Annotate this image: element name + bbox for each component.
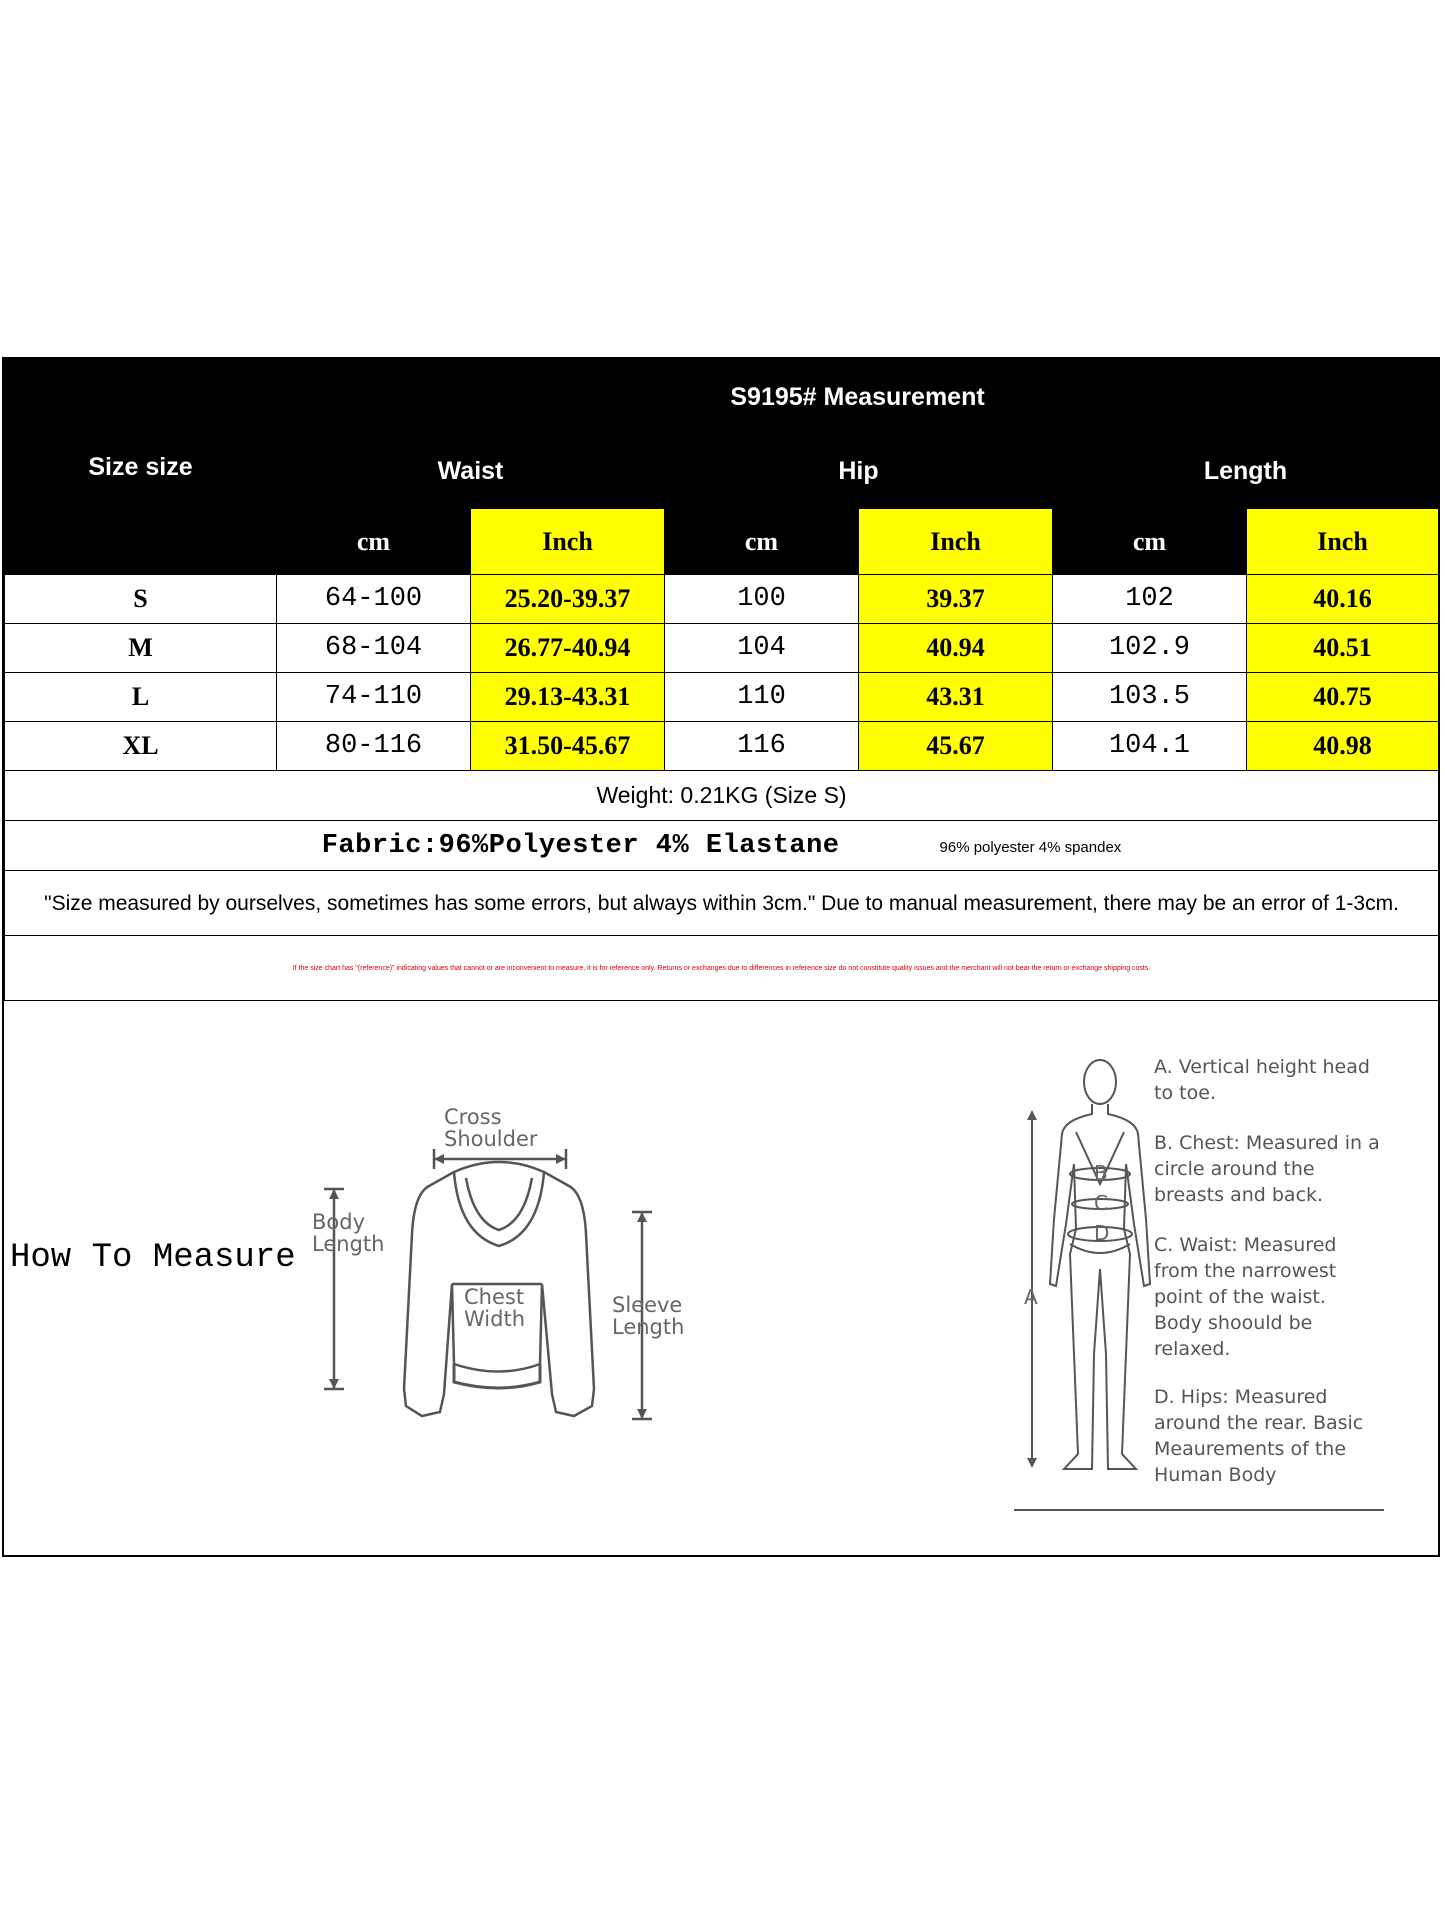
waist-cm-cell: 64-100: [277, 575, 471, 624]
waist-inch-cell: 25.20-39.37: [471, 575, 665, 624]
length-header: Length: [1053, 435, 1439, 509]
unit-cm-header: cm: [277, 509, 471, 575]
fabric-note-small: 96% polyester 4% spandex: [939, 838, 1122, 856]
unit-cm-header: cm: [1053, 509, 1247, 575]
hip-inch-cell: 45.67: [859, 722, 1053, 771]
length-cm-cell: 102: [1053, 575, 1247, 624]
figure-letter-c: C: [1094, 1191, 1108, 1215]
table-title: S9195# Measurement: [277, 360, 1439, 435]
length-inch-cell: 40.16: [1247, 575, 1439, 624]
body-measure-figure: [1004, 1054, 1404, 1514]
hip-cm-cell: 104: [665, 624, 859, 673]
hip-cm-cell: 110: [665, 673, 859, 722]
note-c: C. Waist: Measured from the narrowest point of the waist. Body shoould be relaxed.: [1154, 1234, 1337, 1360]
body-length-label-1: Body: [312, 1210, 366, 1234]
hip-inch-cell: 43.31: [859, 673, 1053, 722]
waist-inch-cell: 26.77-40.94: [471, 624, 665, 673]
unit-inch-header: Inch: [471, 509, 665, 575]
length-cm-cell: 103.5: [1053, 673, 1247, 722]
note-a: A. Vertical height head to toe.: [1154, 1056, 1370, 1104]
waist-cm-cell: 80-116: [277, 722, 471, 771]
cross-shoulder-label-2: Shoulder: [444, 1127, 538, 1151]
figure-letter-a: A: [1024, 1285, 1038, 1309]
cross-shoulder-label-1: Cross: [444, 1105, 502, 1129]
table-row: [5, 624, 1439, 673]
size-cell: M: [5, 624, 277, 673]
length-cm-cell: 104.1: [1053, 722, 1247, 771]
fabric-row: [5, 821, 1439, 871]
length-inch-cell: 40.98: [1247, 722, 1439, 771]
chest-width-label-2: Width: [464, 1307, 526, 1331]
size-cell: L: [5, 673, 277, 722]
fine-print: If the size chart has "(reference)" indicating values that cannot or are inconvenient to measure, it is for reference only. Returns or exchanges due to differences in reference size do not constitute quality issues and the merchant will not bear the return or exchange shipping costs.: [5, 936, 1439, 1001]
table-row: [5, 673, 1439, 722]
length-cm-cell: 102.9: [1053, 624, 1247, 673]
disclaimer: "Size measured by ourselves, sometimes has some errors, but always within 3cm." Due to manual measurement, there may be an error of 1-3cm.: [5, 871, 1439, 936]
size-chart: [2, 357, 1440, 1557]
human-figure-icon: [1004, 1054, 1174, 1494]
waist-header: Waist: [277, 435, 665, 509]
hip-inch-cell: 40.94: [859, 624, 1053, 673]
table-row: [5, 722, 1439, 771]
length-inch-cell: 40.75: [1247, 673, 1439, 722]
waist-cm-cell: 68-104: [277, 624, 471, 673]
waist-cm-cell: 74-110: [277, 673, 471, 722]
hip-cm-cell: 100: [665, 575, 859, 624]
size-cell: XL: [5, 722, 277, 771]
size-header: Size size: [5, 360, 277, 575]
size-cell: S: [5, 575, 277, 624]
figure-letter-b: B: [1094, 1161, 1108, 1185]
how-to-measure-label: How To Measure: [10, 1239, 296, 1277]
figure-baseline: [1014, 1509, 1384, 1511]
sleeve-length-label-2: Length: [612, 1315, 685, 1339]
shirt-diagram: [294, 1094, 714, 1454]
length-inch-cell: 40.51: [1247, 624, 1439, 673]
how-to-measure-section: [4, 994, 1438, 1554]
waist-inch-cell: 29.13-43.31: [471, 673, 665, 722]
note-d: D. Hips: Measured around the rear. Basic Meaurements of the Human Body: [1154, 1386, 1364, 1486]
weight-note: Weight: 0.21KG (Size S): [5, 771, 1439, 821]
body-length-label-2: Length: [312, 1232, 385, 1256]
chest-width-label-1: Chest: [464, 1285, 525, 1309]
figure-letter-d: D: [1094, 1221, 1110, 1245]
fabric-note: Fabric:96%Polyester 4% Elastane: [321, 830, 840, 861]
hip-inch-cell: 39.37: [859, 575, 1053, 624]
note-b: B. Chest: Measured in a circle around the breasts and back.: [1154, 1132, 1380, 1206]
hip-cm-cell: 116: [665, 722, 859, 771]
size-table: [4, 359, 1439, 1001]
unit-cm-header: cm: [665, 509, 859, 575]
sleeve-length-label-1: Sleeve: [612, 1293, 683, 1317]
unit-inch-header: Inch: [1247, 509, 1439, 575]
unit-inch-header: Inch: [859, 509, 1053, 575]
hip-header: Hip: [665, 435, 1053, 509]
waist-inch-cell: 31.50-45.67: [471, 722, 665, 771]
table-row: [5, 575, 1439, 624]
